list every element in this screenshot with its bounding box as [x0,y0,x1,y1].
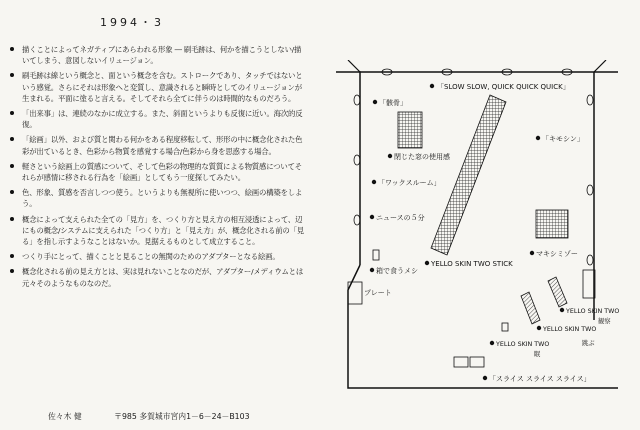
label-plate: プレート [364,289,392,297]
label-bone: 「骸骨」 [379,99,407,107]
paragraph [8,108,308,130]
author-name: 佐々木 健 [48,412,82,421]
paragraph-text: 色、形象、質感を否言しつつ使う。というよりも無視所に使いつつ、絵画の構築をしよう。 [22,188,303,209]
label-slow: 「SLOW SLOW, QUICK QUICK QUICK」 [437,83,570,91]
paragraph [8,251,308,262]
paragraph-text: つくり手にとって、描くことと見ることの無関のためのアダプターとなる絵画。 [22,252,280,262]
paragraph-text: 刷毛跡は線という概念と、面という概念を含む。ストロークであり、タッチではないという感覚。さらにそれは形象へと変質し、意識されると瞬時としてのイリュージョンが生まれる。平面に塗ると言える。そしてそれら全てに伴うのは時間的なものだろう。 [22,71,303,103]
wall [348,60,360,72]
paragraph [8,134,308,156]
bullet-icon [10,47,14,51]
bullet-icon [10,111,14,115]
label-yello-two: YELLO SKIN TWO [566,308,620,315]
painting [398,112,422,148]
label-yello-two-b: YELLO SKIN TWO [543,326,597,333]
address: 〒985 多賀城市宮内1－6－24－B103 [114,412,250,421]
leaning-work [548,277,567,307]
bullet-icon [10,73,14,77]
bullet-icon [10,269,14,273]
painting [536,210,568,238]
leaning-work [521,292,540,324]
cabinet [583,270,595,298]
paragraph-text: 「絵画」以外、および質と関わる何かをある程度移転して、形形の中に概念化された色彩が出ているとき、色彩から物質を感覚する場合/色彩から身を思惑する場合。 [22,135,303,156]
diagonal-work [431,95,506,255]
wall [594,60,606,72]
label-kimoshin: 「キモシン」 [542,135,584,143]
bullet-icon [10,190,14,194]
floor-object [470,357,484,367]
text-column [8,44,308,293]
paragraph [8,266,308,288]
label-closed-window: 閉じた窓の使用感 [394,153,450,161]
date-header: 1994・3 [100,16,164,29]
label-yello-stick: YELLO SKIN TWO STICK [431,260,513,268]
label-eat: 箱で食うメシ [376,267,418,275]
paragraph [8,187,308,209]
floor-object [502,323,508,331]
paragraph [8,214,308,248]
paragraph [8,70,308,104]
paragraph [8,44,308,66]
floor-plan [312,60,624,395]
paragraph-text: 「出来事」は、連続のなかに成立する。また、斜面というよりも反復に近い。海次的反復。 [22,109,303,130]
bullet-icon [10,217,14,221]
paragraph-text: 概念化される前の見え方とは、実は見れないことなのだが、アダプター/メディウムとは元々そのようなものなのだ。 [22,267,304,288]
label-sleep: 眠 [534,351,541,358]
floor-object [373,250,379,260]
label-tobu: 跳ぶ [582,340,595,347]
footer [48,411,280,422]
label-yello-two-c: YELLO SKIN TWO [496,341,550,348]
bullet-icon [10,164,14,168]
label-makishimi: マキシミゾー [536,250,578,258]
label-news: ニュースの５分 [376,214,425,222]
floor-object [454,357,468,367]
paragraph-text: 軽さという絵画上の質感について、そして色彩の物理的な質質による物質感についてそれらが感情に移される行為を「絵画」としてもう一度探してみたい。 [22,161,302,183]
paragraph-text: 概念によって支えられた全ての「見方」を、つくり方と見え方の相互浸透によって、辺にもの概念/システムに支えられた「つくり方」と「見え方」が、概念化される前の「見る」を指し示すようなことはないか。見据えるものとして成立すること。 [22,214,304,247]
wall [336,72,360,265]
bullet-icon [10,254,14,258]
paragraph [8,161,308,183]
paragraph-text: 描くことによってネガティブにあらわれる形象 ― 刷毛跡は、何かを描こうとしない/描いてしまう、意図しないイリュージョン。 [22,45,302,66]
label-slice: 「スライス スライス スライス」 [489,375,591,383]
label-kansoku: 観察 [598,318,611,325]
bullet-icon [10,137,14,141]
label-waxroom: 「ワックスルーム」 [378,179,441,187]
